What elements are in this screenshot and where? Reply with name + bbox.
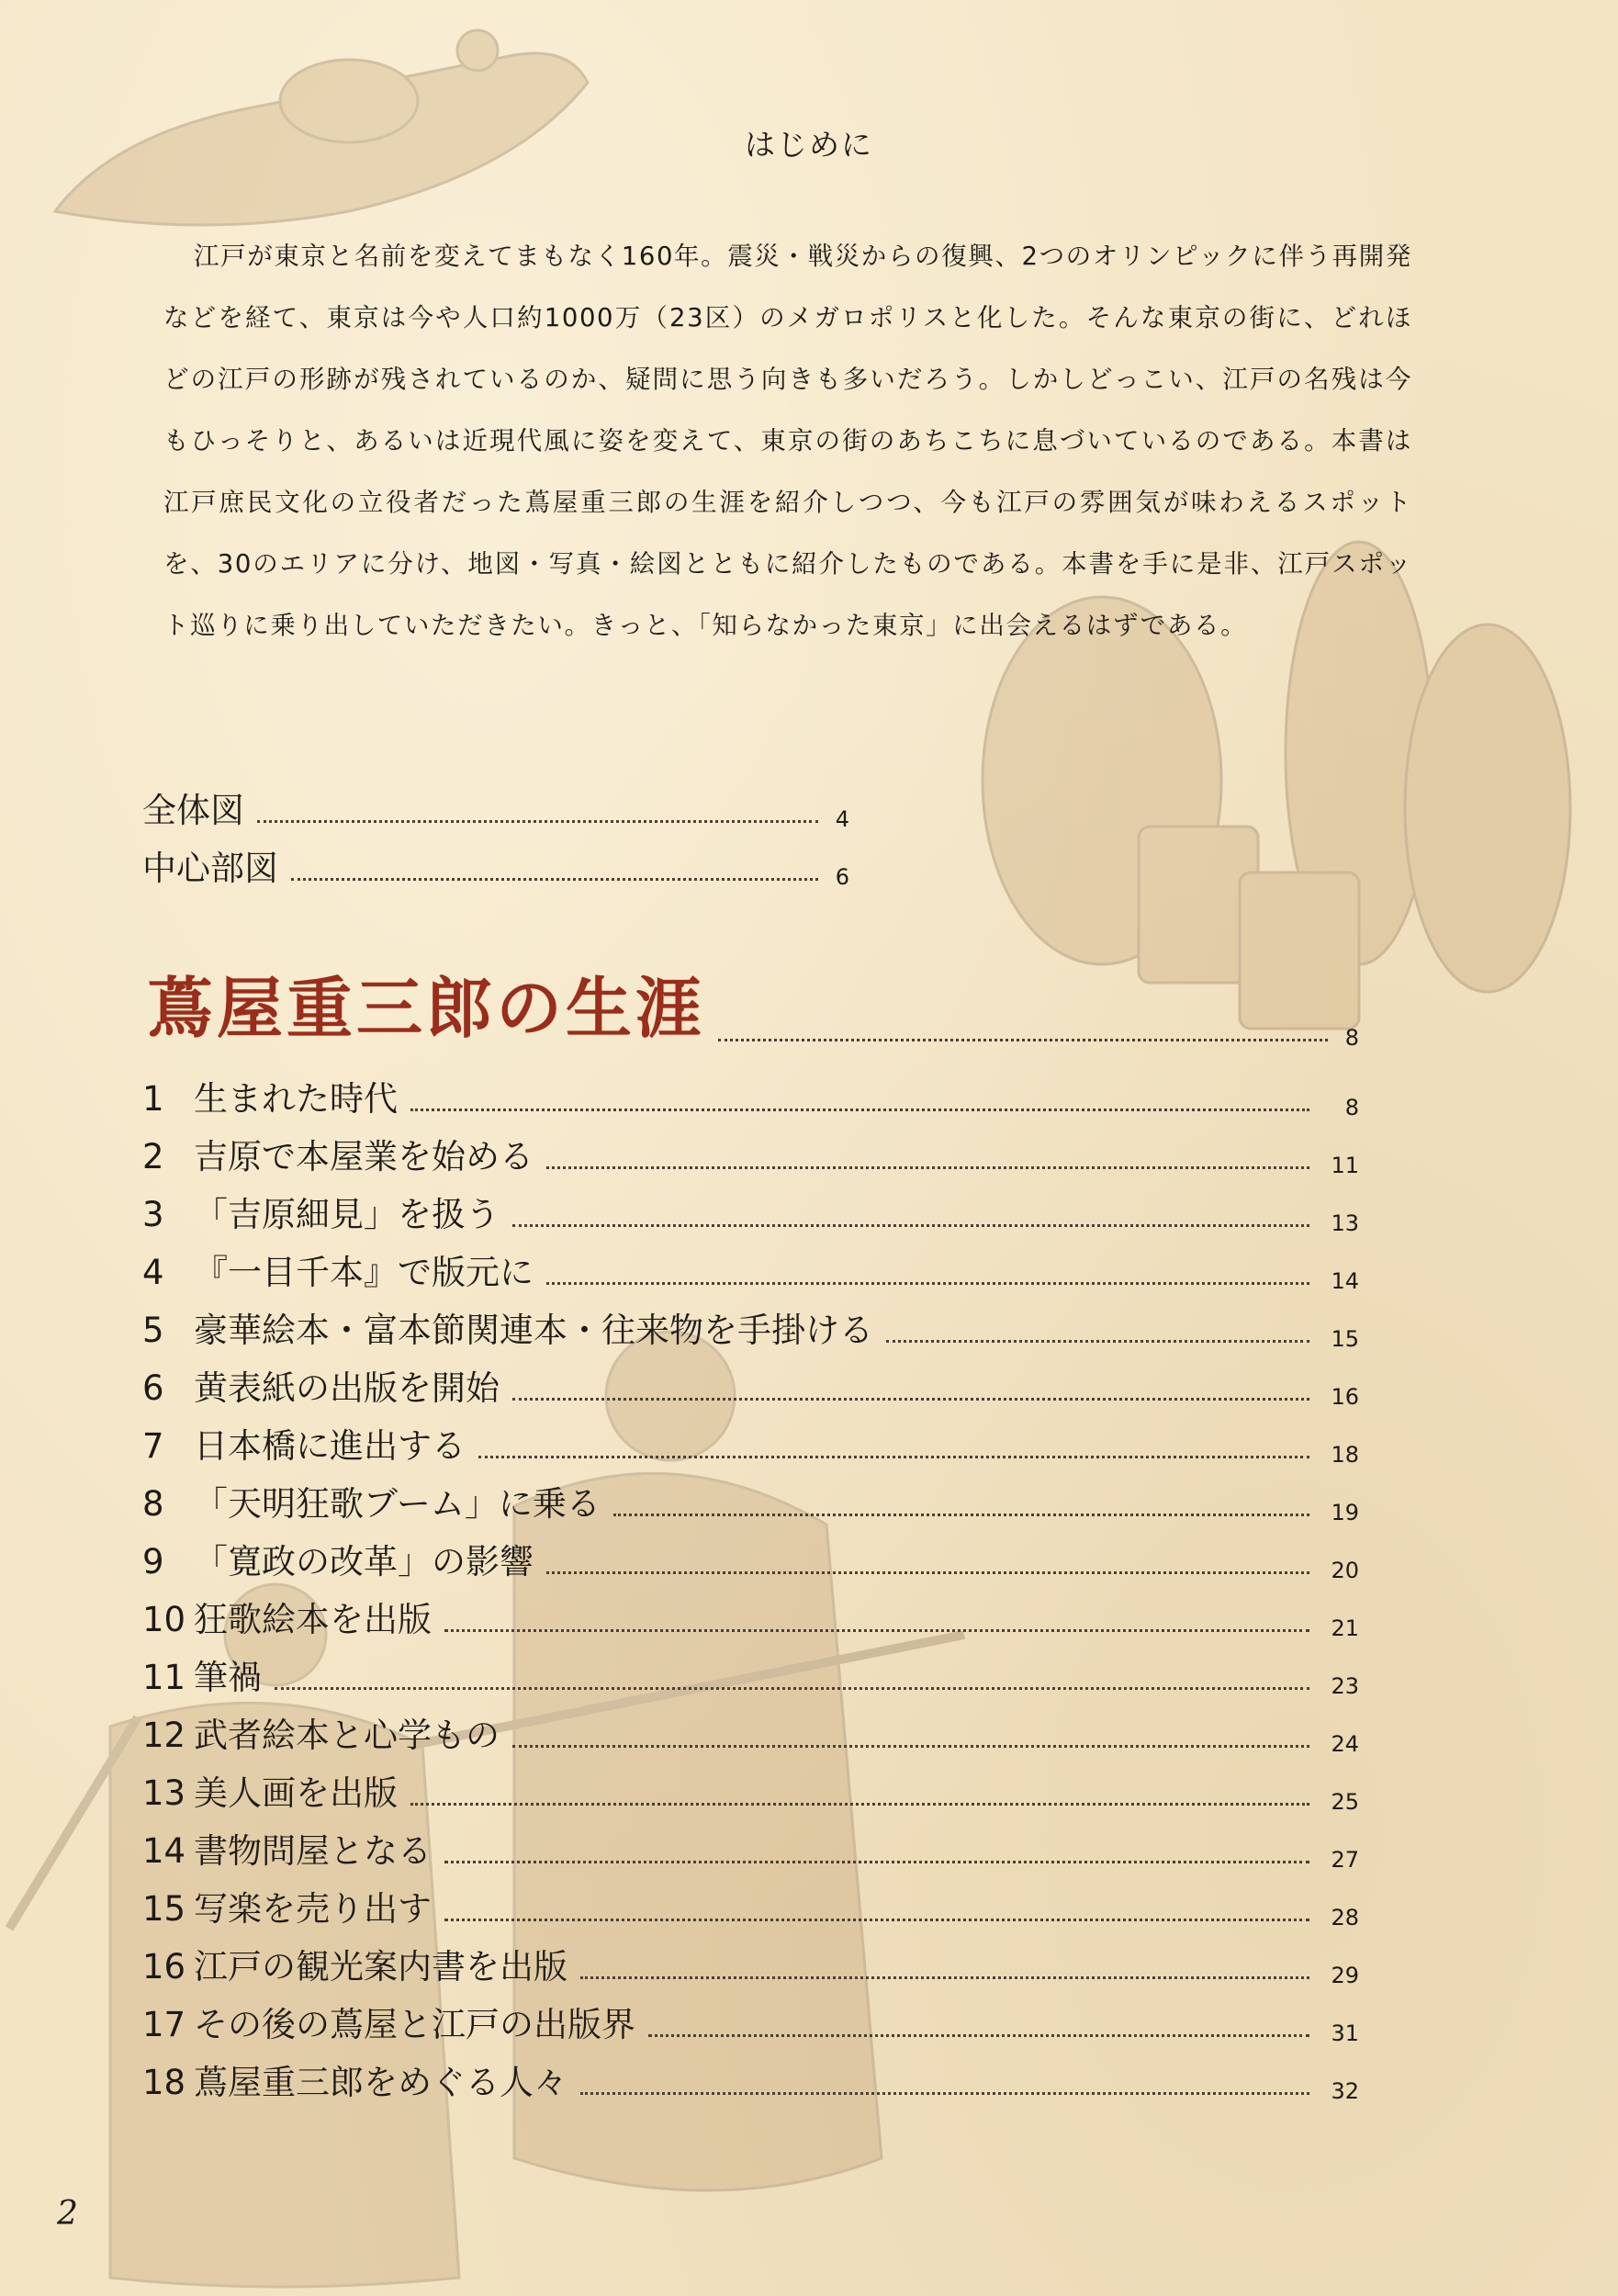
toc-chapter-row[interactable] — [142, 1476, 1359, 1525]
toc-chapter-row[interactable] — [142, 1071, 1359, 1120]
toc-label: 全体図 — [142, 791, 244, 830]
toc-page-number: 31 — [1331, 2020, 1359, 2046]
toc-page-number: 24 — [1331, 1731, 1359, 1757]
leader-dots — [580, 2092, 1309, 2095]
chapter-title: 狂歌絵本を出版 — [194, 1600, 432, 1639]
toc-chapter-row[interactable] — [142, 1418, 1359, 1468]
toc-page-number: 14 — [1331, 1268, 1359, 1294]
toc-chapter-row[interactable] — [142, 1997, 1359, 2046]
toc-page-number: 13 — [1331, 1210, 1359, 1236]
chapter-number: 6 — [142, 1368, 164, 1408]
leader-dots — [410, 1803, 1309, 1806]
chapter-title: 江戸の観光案内書を出版 — [194, 1947, 567, 1986]
section-title: 蔦屋重三郎の生涯 — [147, 969, 706, 1047]
toc-chapter-row[interactable] — [142, 1592, 1359, 1641]
toc-page-number: 21 — [1331, 1615, 1359, 1641]
chapter-number: 4 — [142, 1253, 164, 1292]
chapter-title: その後の蔦屋と江戸の出版界 — [194, 2005, 635, 2044]
chapter-title: 「寛政の改革」の影響 — [194, 1542, 534, 1581]
leader-dots — [886, 1340, 1309, 1343]
toc-chapter-row[interactable] — [142, 2054, 1359, 2104]
toc-page-number: 16 — [1331, 1384, 1359, 1410]
toc-page-number: 19 — [1331, 1500, 1359, 1525]
chapter-title: 書物問屋となる — [194, 1831, 432, 1871]
toc-page-number: 18 — [1331, 1442, 1359, 1468]
toc-page-number: 20 — [1331, 1558, 1359, 1583]
chapter-number: 2 — [142, 1137, 164, 1176]
toc-page-number: 23 — [1331, 1673, 1359, 1699]
leader-dots — [648, 2034, 1309, 2037]
toc-chapter-row[interactable] — [142, 1302, 1359, 1352]
chapter-number: 9 — [142, 1542, 164, 1581]
toc-page-number: 29 — [1331, 1963, 1359, 1988]
toc-chapter-row[interactable] — [142, 1534, 1359, 1583]
chapter-title: 生まれた時代 — [194, 1079, 398, 1119]
chapter-title: 吉原で本屋業を始める — [194, 1137, 534, 1176]
toc-chapter-row[interactable] — [142, 1129, 1359, 1178]
chapter-number: 10 — [142, 1600, 186, 1639]
chapter-title: 「吉原細見」を扱う — [194, 1195, 500, 1234]
leader-dots — [512, 1224, 1309, 1227]
leader-dots — [718, 1039, 1328, 1041]
chapter-number: 1 — [142, 1079, 164, 1119]
leader-dots — [546, 1571, 1309, 1574]
intro-heading: はじめに — [745, 127, 873, 163]
leader-dots — [275, 1687, 1309, 1690]
toc-chapter-row[interactable] — [142, 1823, 1359, 1873]
leader-dots — [444, 1861, 1309, 1863]
chapter-number: 12 — [142, 1716, 186, 1755]
toc-label: 中心部図 — [142, 849, 278, 888]
toc-chapter-row[interactable] — [142, 1765, 1359, 1815]
toc-page-number: 27 — [1331, 1847, 1359, 1873]
page-folio: 2 — [57, 2195, 78, 2233]
toc-chapter-row[interactable] — [142, 1707, 1359, 1757]
chapter-number: 13 — [142, 1773, 186, 1813]
intro-paragraph: 江戸が東京と名前を変えてまもなく160年。震災・戦災からの復興、2つのオリンピックに伴う再開発などを経て、東京は今や人口約1000万（23区）のメガロポリスと化した。そんな東京の街に、どれほどの江戸の形跡が残されているのか、疑問に思う向きも多いだろう。しかしどっこい、江戸の名残は今もひっそりと、あるいは近現代風に姿を変えて、東京の街のあちこちに息づいているのである。本書は江戸庶民文化の立役者だった蔦屋重三郎の生涯を紹介しつつ、今も江戸の雰囲気が味わえるスポットを、30のエリアに分け、地図・写真・絵図とともに紹介したものである。本書を手に是非、江戸スポット巡りに乗り出していただきたい。きっと、「知らなかった東京」に出会えるはずである。 — [163, 242, 1412, 640]
leader-dots — [613, 1514, 1309, 1516]
leader-dots — [546, 1166, 1309, 1169]
toc-page-number: 28 — [1331, 1905, 1359, 1930]
toc-page-number: 8 — [1344, 1095, 1359, 1120]
leader-dots — [291, 878, 818, 881]
toc-page-number: 6 — [835, 864, 849, 890]
chapter-title: 「天明狂歌ブーム」に乗る — [194, 1484, 601, 1524]
chapter-title: 豪華絵本・富本節関連本・往来物を手掛ける — [194, 1311, 873, 1350]
chapter-number: 17 — [142, 2005, 186, 2044]
leader-dots — [580, 1976, 1309, 1979]
toc-chapter-row[interactable] — [142, 1244, 1359, 1294]
toc-chapter-row[interactable] — [142, 1939, 1359, 1988]
toc-page-number: 25 — [1331, 1789, 1359, 1815]
toc-central-map[interactable] — [142, 840, 849, 890]
toc-page-number: 32 — [1331, 2078, 1359, 2104]
toc-page-number: 11 — [1331, 1153, 1359, 1178]
chapter-number: 16 — [142, 1947, 186, 1986]
toc-page-number: 4 — [835, 806, 849, 832]
chapter-title: 武者絵本と心学もの — [194, 1716, 500, 1755]
chapter-number: 7 — [142, 1426, 164, 1466]
toc-chapter-row[interactable] — [142, 1649, 1359, 1699]
leader-dots — [512, 1745, 1309, 1748]
toc-page-number: 8 — [1344, 1025, 1359, 1051]
toc-page-number: 15 — [1331, 1326, 1359, 1352]
chapter-number: 15 — [142, 1889, 186, 1929]
leader-dots — [512, 1398, 1309, 1401]
chapter-title: 黄表紙の出版を開始 — [194, 1368, 500, 1408]
toc-chapter-row[interactable] — [142, 1360, 1359, 1410]
chapter-number: 11 — [142, 1658, 186, 1697]
leader-dots — [546, 1282, 1309, 1285]
chapter-number: 14 — [142, 1831, 186, 1871]
chapter-title: 『一目千本』で版元に — [194, 1253, 534, 1292]
leader-dots — [257, 820, 818, 823]
leader-dots — [410, 1109, 1309, 1111]
leader-dots — [444, 1629, 1309, 1632]
toc-chapter-row[interactable] — [142, 1881, 1359, 1930]
chapter-number: 8 — [142, 1484, 164, 1524]
chapter-title: 日本橋に進出する — [194, 1426, 466, 1466]
leader-dots — [444, 1919, 1309, 1921]
chapter-title: 筆禍 — [194, 1658, 262, 1697]
chapter-number: 3 — [142, 1195, 164, 1234]
chapter-number: 18 — [142, 2063, 186, 2102]
chapter-title: 蔦屋重三郎をめぐる人々 — [194, 2063, 567, 2102]
leader-dots — [478, 1456, 1309, 1458]
toc-overview-map[interactable] — [142, 782, 849, 832]
toc-section-biography[interactable] — [147, 955, 1359, 1051]
seated-figure-illustration — [1405, 625, 1570, 992]
boatman-head-illustration — [457, 30, 498, 71]
chapter-title: 写楽を売り出す — [194, 1889, 432, 1929]
chapter-number: 5 — [142, 1311, 164, 1350]
chapter-title: 美人画を出版 — [194, 1773, 398, 1813]
toc-chapter-row[interactable] — [142, 1187, 1359, 1236]
